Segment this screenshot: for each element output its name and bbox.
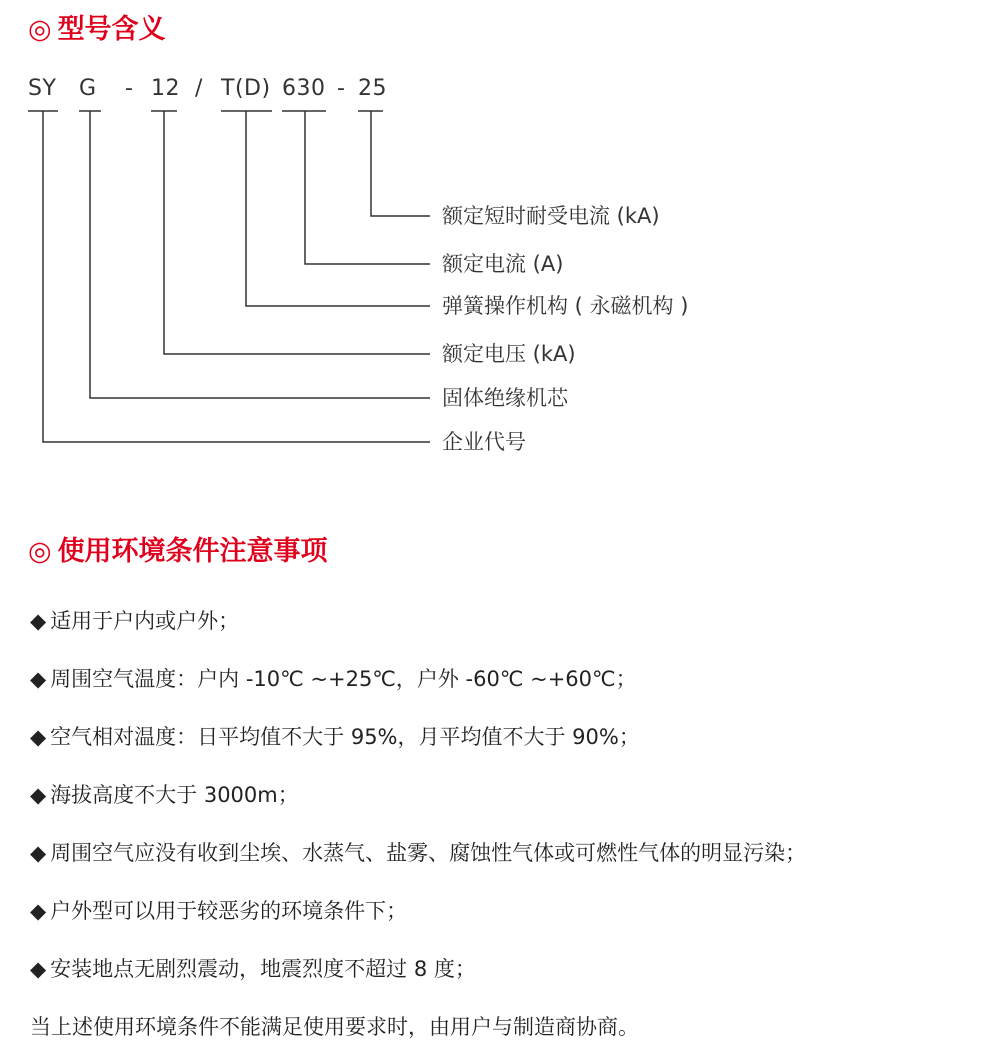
list-item-text: 周围空气应没有收到尘埃、水蒸气、盐雾、腐蚀性气体或可燃性气体的明显污染； [50, 841, 807, 865]
double-circle-icon: ◎ [28, 14, 52, 45]
connector-short-time-current [371, 111, 430, 216]
model-code-diagram [0, 0, 1000, 500]
section-title-text: 使用环境条件注意事项 [57, 536, 328, 567]
code-part-voltage: 12 [151, 76, 180, 101]
code-part-slash: / [195, 76, 203, 101]
diamond-icon: ◆ [30, 841, 47, 865]
list-item [30, 611, 239, 632]
code-part-current: 630 [282, 76, 326, 101]
code-part-enterprise: SY [28, 76, 57, 101]
legend-enterprise-code: 企业代号 [442, 430, 526, 454]
legend-solid-insulation: 固体绝缘机芯 [442, 386, 568, 410]
list-item-text: 周围空气温度：户内 -10℃ ~+25℃，户外 -60℃ ~+60℃； [50, 667, 637, 691]
list-item [30, 785, 299, 806]
list-item-text: 户外型可以用于较恶劣的环境条件下； [50, 899, 408, 923]
connector-solid-insulation [90, 111, 430, 398]
list-item-text: 安装地点无剧烈震动，地震烈度不超过 8 度； [50, 957, 476, 981]
list-item [30, 901, 407, 922]
code-part-mechanism: T(D) [221, 76, 271, 101]
list-item [30, 843, 806, 864]
diamond-icon: ◆ [30, 725, 47, 749]
section-title-environment [28, 538, 328, 565]
connector-rated-current [305, 111, 430, 264]
connector-mechanism [246, 111, 430, 306]
list-item [30, 727, 640, 748]
connector-enterprise-code [43, 111, 430, 442]
list-item-text: 空气相对温度：日平均值不大于 95%，月平均值不大于 90%； [50, 725, 640, 749]
diamond-icon: ◆ [30, 667, 47, 691]
notes-footer: 当上述使用环境条件不能满足使用要求时，由用户与制造商协商。 [30, 1015, 639, 1039]
legend-short-time-current: 额定短时耐受电流 (kA) [442, 204, 660, 228]
legend-rated-current: 额定电流 (A) [442, 252, 564, 276]
list-item-text: 适用于户内或户外； [50, 609, 240, 633]
list-item-text: 海拔高度不大于 3000m； [50, 783, 299, 807]
code-part-dash: - [125, 76, 134, 101]
code-part-short-time-current: 25 [358, 76, 387, 101]
legend-mechanism: 弹簧操作机构 ( 永磁机构 ) [442, 294, 689, 318]
diamond-icon: ◆ [30, 783, 47, 807]
double-circle-icon: ◎ [28, 536, 52, 567]
list-item [30, 669, 637, 690]
section-title-text: 型号含义 [57, 14, 166, 45]
legend-rated-voltage: 额定电压 (kA) [442, 342, 576, 366]
code-part-dash-2: - [337, 76, 346, 101]
diamond-icon: ◆ [30, 609, 47, 633]
list-item [30, 959, 476, 980]
code-part-core: G [79, 76, 97, 101]
diamond-icon: ◆ [30, 957, 47, 981]
diamond-icon: ◆ [30, 899, 47, 923]
connector-rated-voltage [164, 111, 430, 354]
